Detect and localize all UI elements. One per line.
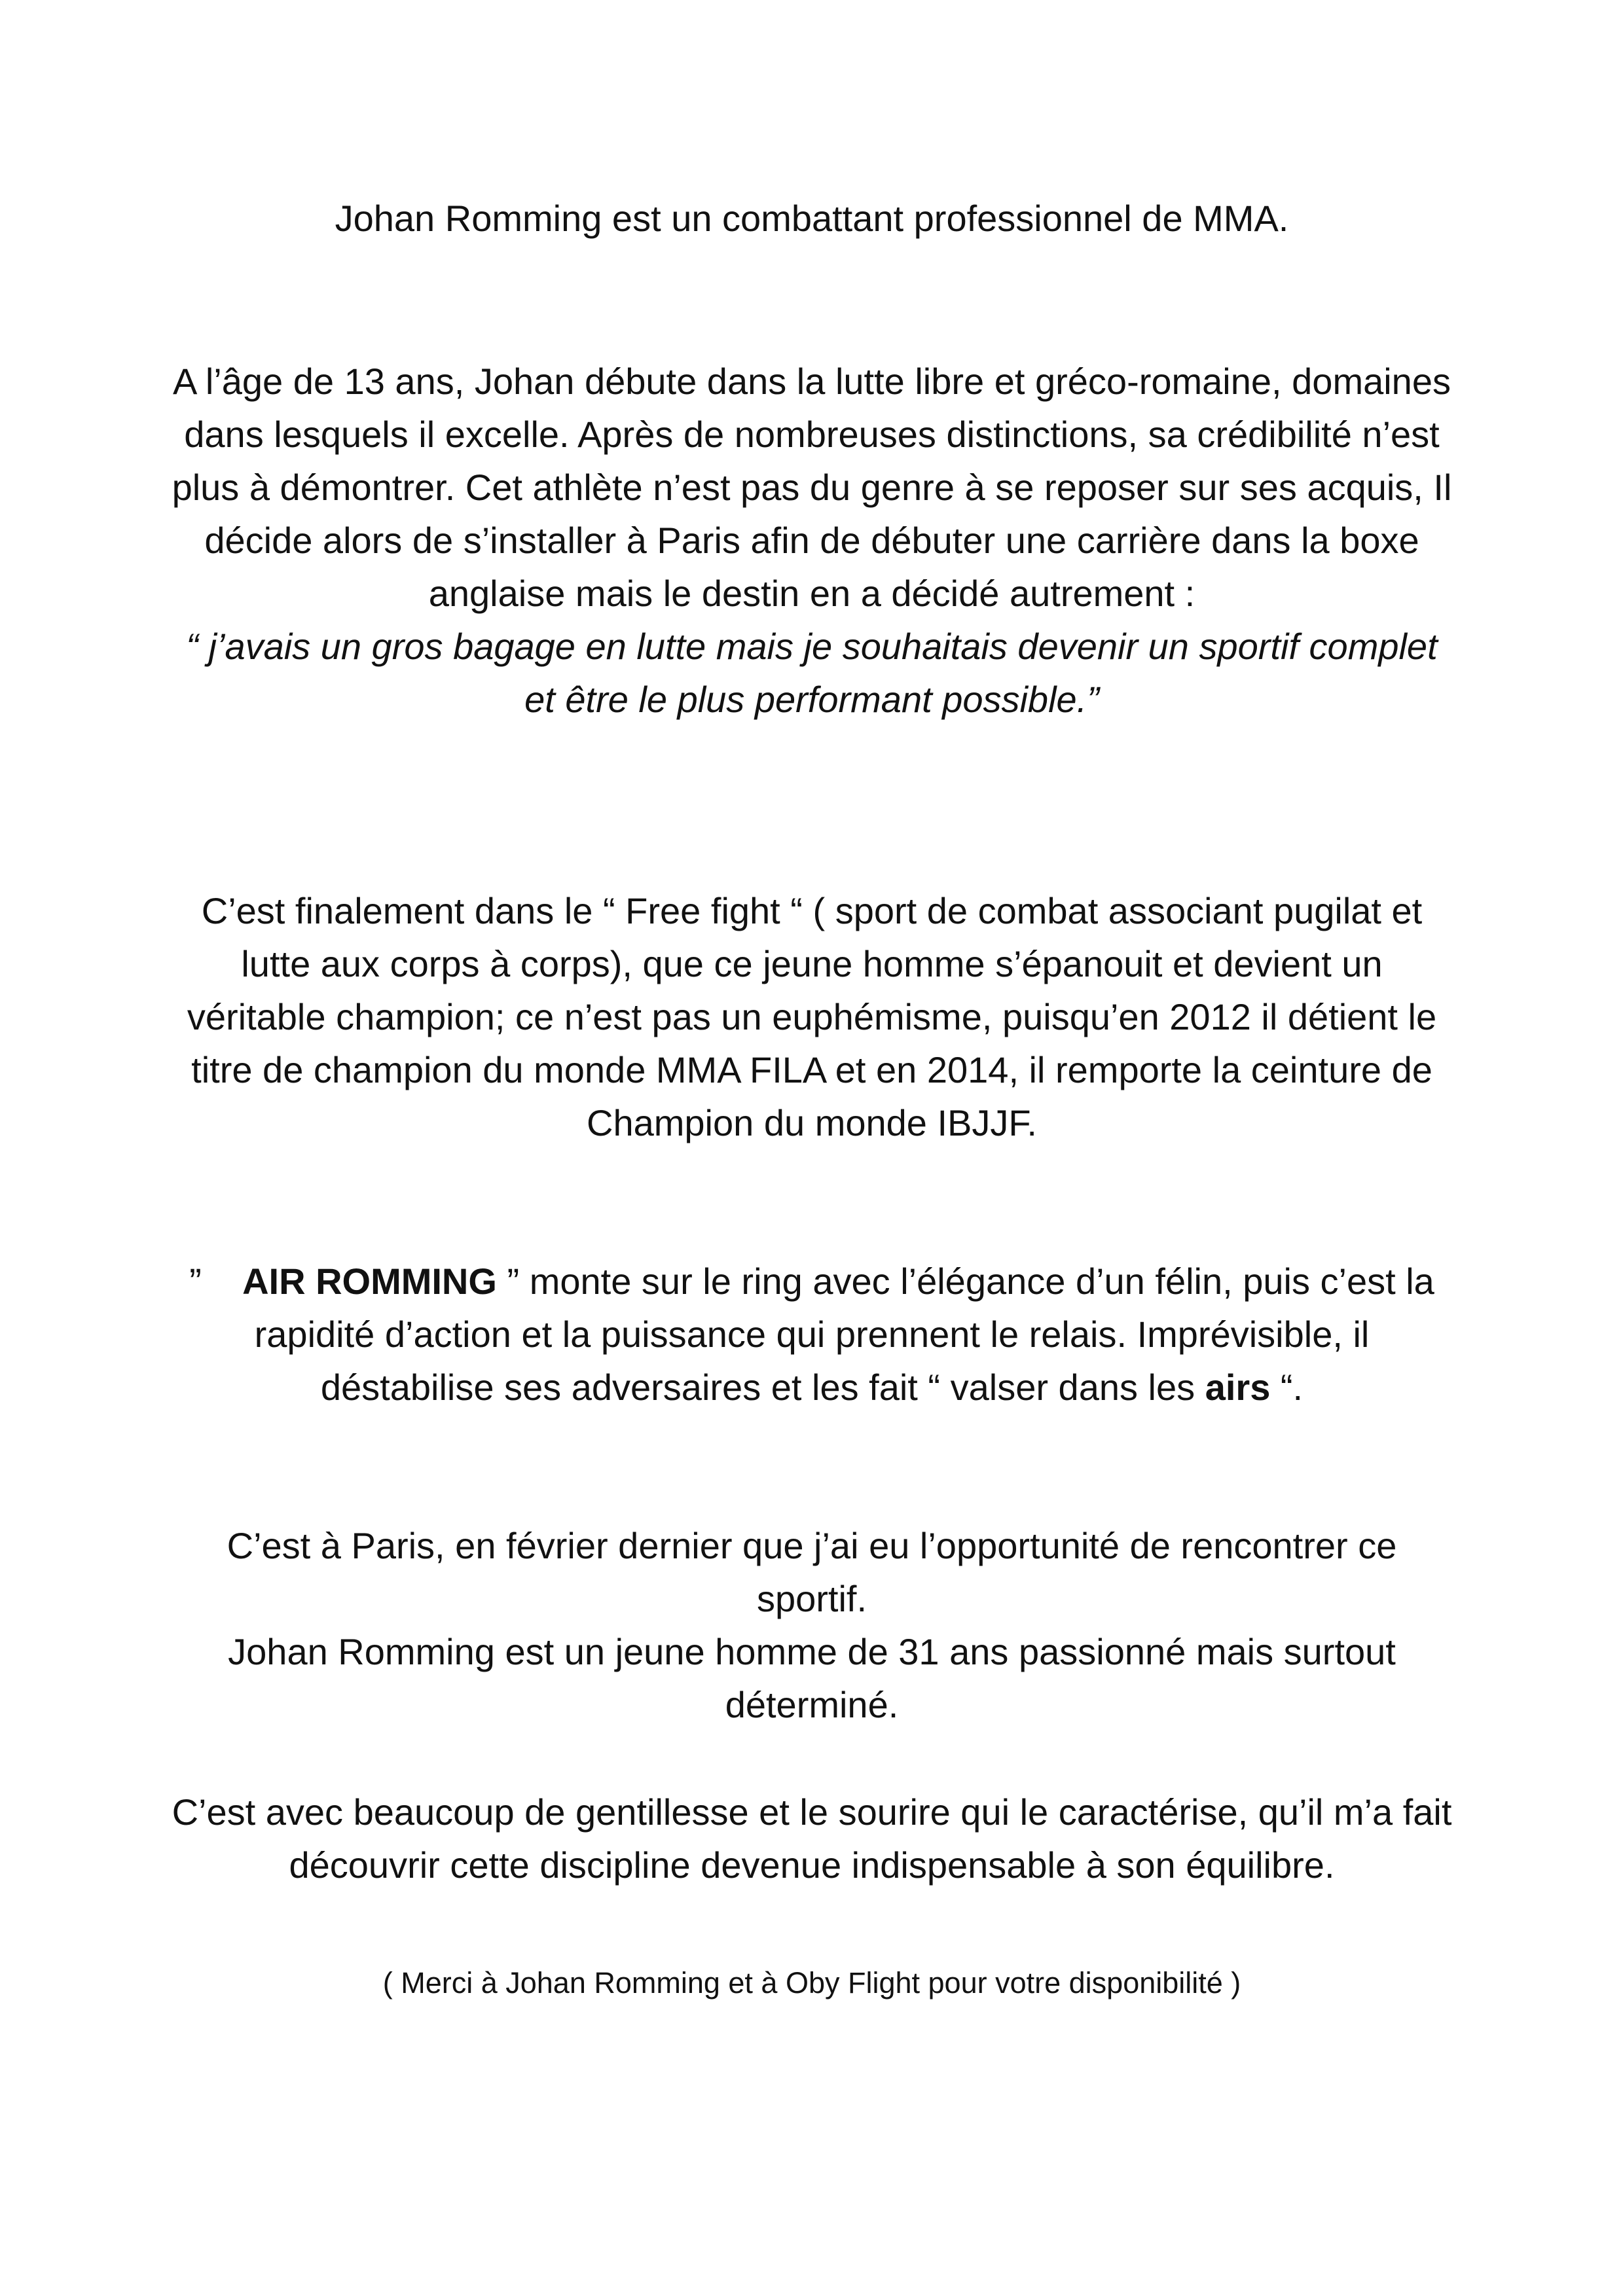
biography-paragraph <box>170 355 1453 726</box>
nickname: AIR ROMMING <box>242 1261 497 1302</box>
closing-paragraph <box>170 1785 1453 1892</box>
fighting-style-paragraph <box>170 1255 1453 1414</box>
athlete-quote: “ j’avais un gros bagage en lutte mais je souhaitais devenir un sportif complet et être le plus performant possible.” <box>186 626 1438 720</box>
airs-emphasis: airs <box>1205 1367 1271 1408</box>
intro-paragraph <box>170 192 1453 245</box>
free-fight-text: C’est finalement dans le “ Free fight “ ( sport de combat associant pugilat et lutte aux corps à corps), que ce jeune homme s’épanouit et devient un véritable champion; ce n’est pas un euphémisme, puisqu’en 2012 il détient le titre de champion du monde MMA FILA et en 2014, il remporte la ceinture de Champion du monde IBJJF. <box>187 890 1437 1143</box>
meeting-second-sentence: Johan Romming est un jeune homme de 31 ans passionné mais surtout déterminé. <box>228 1631 1396 1725</box>
closing-quote: ” <box>507 1261 520 1302</box>
opening-quote: ” <box>189 1261 202 1302</box>
thanks-note <box>170 1964 1453 2003</box>
closing-text: C’est avec beaucoup de gentillesse et le sourire qui le caractérise, qu’il m’a fait découvrir cette discipline devenue indispensable à son équilibre. <box>172 1791 1452 1886</box>
meeting-first-sentence: C’est à Paris, en février dernier que j’ai eu l’opportunité de rencontrer ce sportif. <box>227 1525 1397 1619</box>
meeting-paragraph <box>170 1519 1453 1731</box>
spacer <box>211 1261 232 1302</box>
thanks-text: ( Merci à Johan Romming et à Oby Flight pour votre disponibilité ) <box>382 1966 1241 2000</box>
biography-text: A l’âge de 13 ans, Johan débute dans la lutte libre et gréco-romaine, domaines dans lesquels il excelle. Après de nombreuses distinctions, sa crédibilité n’est plus à démontrer. Cet athlète n’est pas du genre à se reposer sur ses acquis, Il décide alors de s’installer à Paris afin de débuter une carrière dans la boxe anglaise mais le destin en a décidé autrement : <box>172 361 1452 614</box>
fighting-style-text <box>170 1255 1453 1414</box>
intro-text: Johan Romming est un combattant professionnel de MMA. <box>335 198 1289 239</box>
style-description: monte sur le ring avec l’élégance d’un félin, puis c’est la rapidité d’action et la puissance qui prennent le relais. Imprévisible, il déstabilise ses adversaires et les fait “ valser dans les <box>254 1261 1434 1408</box>
free-fight-paragraph <box>170 884 1453 1149</box>
sentence-ending: “. <box>1280 1367 1304 1408</box>
